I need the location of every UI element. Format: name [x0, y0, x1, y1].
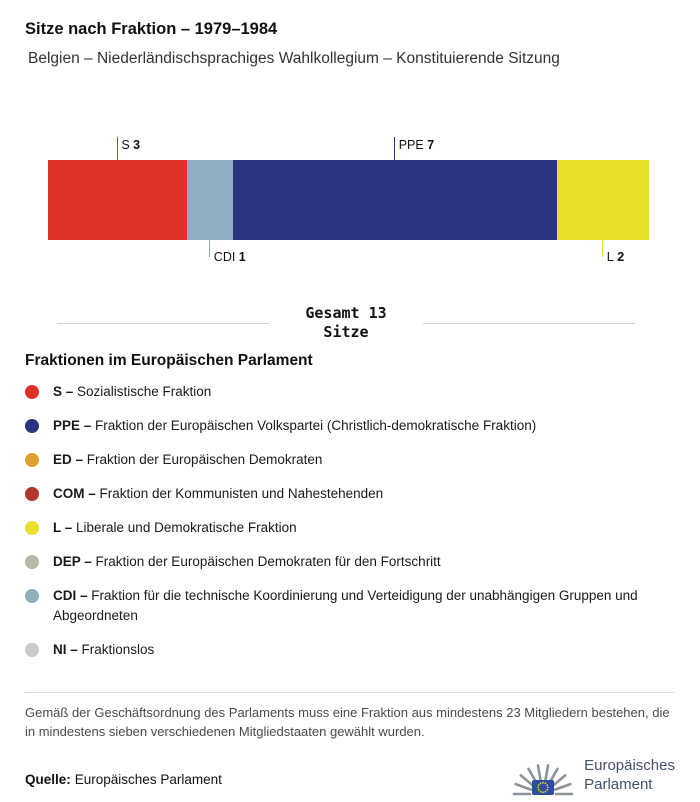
legend-label-dep: DEP – Fraktion der Europäischen Demokraten für den Fortschritt [53, 554, 441, 569]
callout-line-ppe [394, 137, 395, 160]
page-subtitle: Belgien – Niederländischsprachiges Wahlkollegium – Konstituierende Sitzung [28, 50, 560, 67]
footer-row [25, 753, 675, 797]
bar-segment-l [557, 160, 649, 240]
source-value: Europäisches Parlament [74, 772, 222, 787]
legend-item-ni [25, 640, 675, 660]
seat-bar [48, 160, 649, 240]
bar-segment-s [48, 160, 187, 240]
ep-logo-wordmark [584, 756, 675, 794]
total-seats-line2: Sitze [323, 323, 369, 341]
total-rule-right [423, 323, 635, 324]
total-rule-left [57, 323, 269, 324]
legend-item-ppe [25, 416, 675, 436]
seat-bar-chart [48, 137, 649, 270]
seat-label-s: S 3 [121, 138, 141, 152]
legend-dot-ni [25, 643, 39, 657]
ep-hemicycle-icon [512, 753, 574, 797]
callout-line-cdi [209, 240, 210, 257]
legend-item-s [25, 382, 675, 402]
ep-logo-line1: Europäisches [584, 757, 675, 774]
legend-label-l: L – Liberale und Demokratische Fraktion [53, 520, 297, 535]
legend-item-l [25, 518, 675, 538]
seat-label-l: L 2 [606, 250, 625, 264]
seat-label-ppe: PPE 7 [398, 138, 435, 152]
legend-dot-ppe [25, 419, 39, 433]
callout-line-s [117, 137, 118, 160]
seat-label-cdi: CDI 1 [213, 250, 246, 264]
source-label: Quelle: [25, 772, 71, 787]
page-title: Sitze nach Fraktion – 1979–1984 [25, 20, 278, 38]
legend-dot-dep [25, 555, 39, 569]
legend-dot-cdi [25, 589, 39, 603]
legend-item-com [25, 484, 675, 504]
legend-list [25, 382, 675, 660]
bar-segment-cdi [187, 160, 233, 240]
legend-heading: Fraktionen im Europäischen Parlament [25, 352, 313, 369]
legend-item-dep [25, 552, 675, 572]
legend-dot-ed [25, 453, 39, 467]
legend-label-ed: ED – Fraktion der Europäischen Demokraten [53, 452, 323, 467]
footer-divider [25, 692, 675, 693]
legend-dot-s [25, 385, 39, 399]
legend-label-ni: NI – Fraktionslos [53, 642, 155, 657]
legend-label-com: COM – Fraktion der Kommunisten und Nahestehenden [53, 486, 384, 501]
eu-flag-icon [532, 780, 554, 795]
total-seats-line1: Gesamt 13 [305, 304, 387, 322]
total-seats-label [305, 304, 386, 342]
footnote: Gemäß der Geschäftsordnung des Parlaments muss eine Fraktion aus mindestens 23 Mitgliedern bestehen, die in mindestens sieben verschiedenen Mitgliedstaaten gewählt wurden. [25, 705, 670, 739]
legend-label-cdi: CDI – Fraktion für die technische Koordinierung und Verteidigung der unabhängigen Gruppen und Abgeordneten [53, 588, 638, 623]
source [25, 772, 222, 787]
total-seats [57, 304, 635, 342]
ep-logo [512, 753, 675, 797]
legend-item-cdi [25, 586, 675, 626]
bar-segment-ppe [233, 160, 557, 240]
legend-label-ppe: PPE – Fraktion der Europäischen Volkspartei (Christlich-demokratische Fraktion) [53, 418, 537, 433]
legend-dot-com [25, 487, 39, 501]
ep-logo-line2: Parlament [584, 776, 653, 793]
callout-line-l [602, 240, 603, 257]
legend-label-s: S – Sozialistische Fraktion [53, 384, 212, 399]
legend-dot-l [25, 521, 39, 535]
legend-item-ed [25, 450, 675, 470]
